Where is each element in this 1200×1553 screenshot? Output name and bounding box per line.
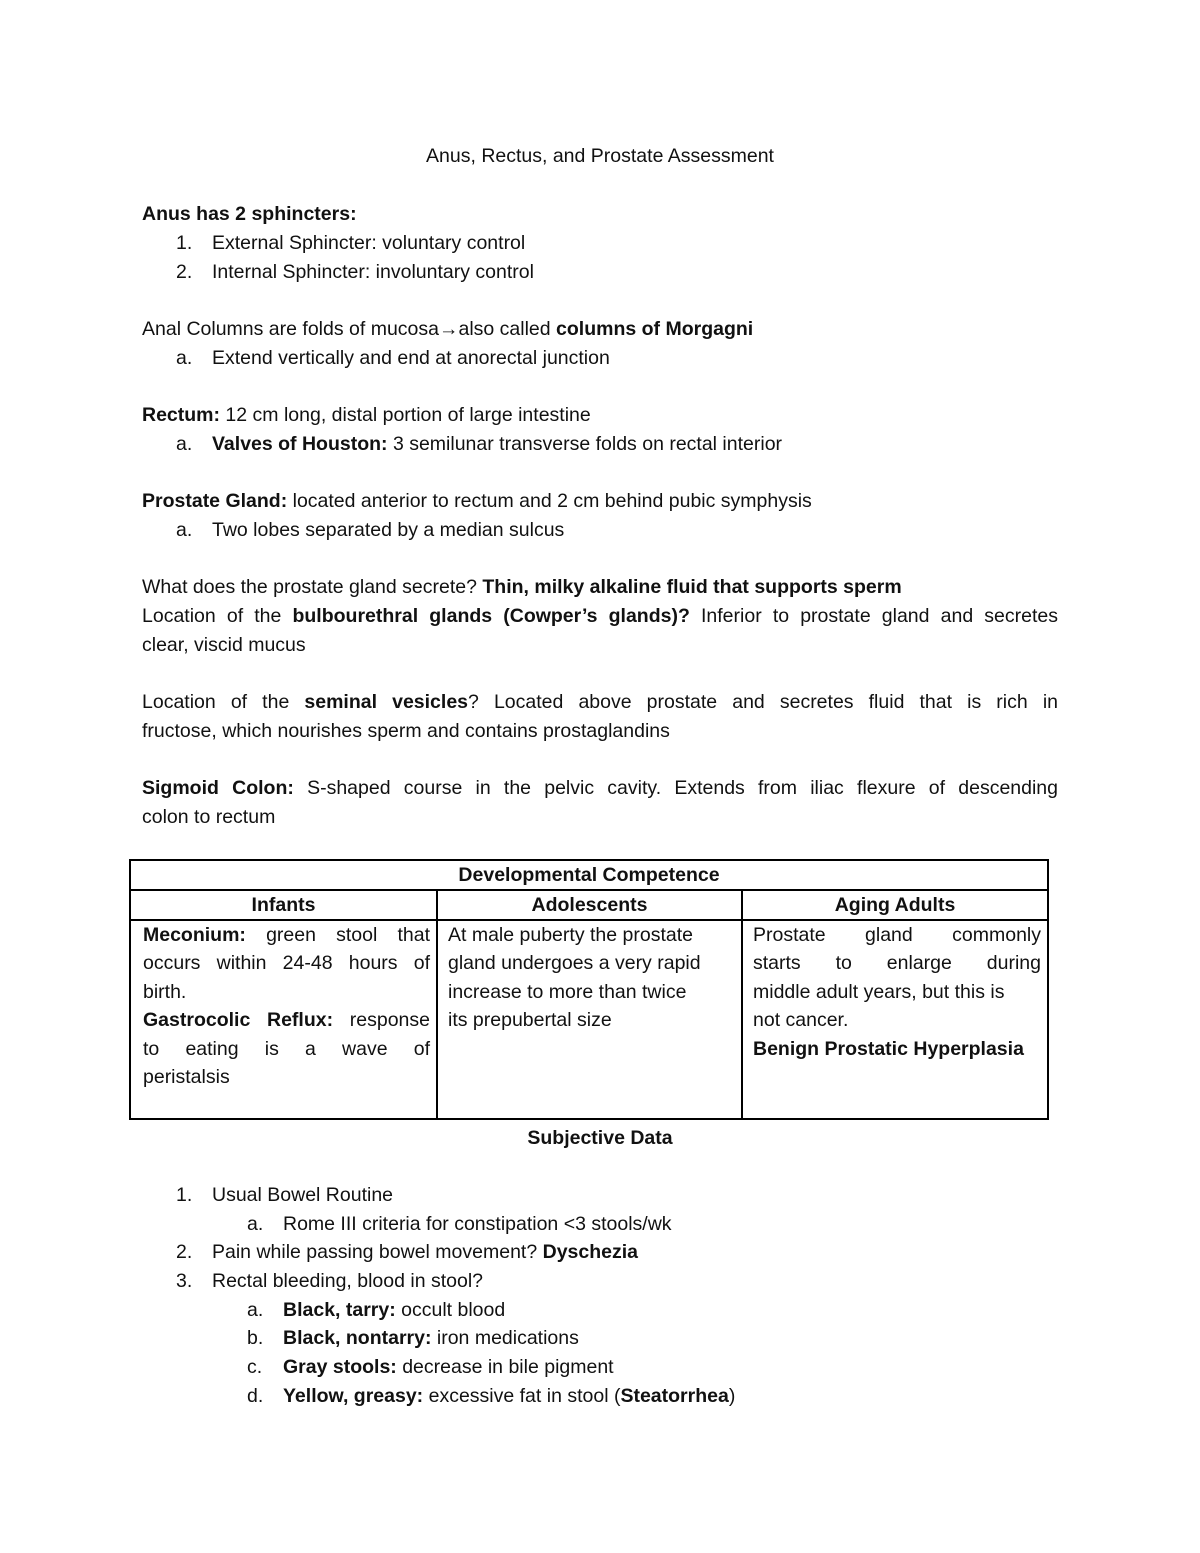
list-number: 2. [176, 261, 193, 283]
table-title: Developmental Competence [130, 860, 1048, 890]
list-letter: b. [247, 1327, 264, 1349]
list-item-text: Pain while passing bowel movement? [212, 1241, 543, 1263]
column-header-infants: Infants [130, 890, 437, 920]
list-item: Usual Bowel Routine [212, 1184, 394, 1206]
bulbo-bold: bulbourethral glands (Cowper’s glands)? [292, 605, 690, 627]
list-item: Internal Sphincter: involuntary control [212, 261, 534, 283]
secrete-answer: Thin, milky alkaline fluid that supports sperm [482, 576, 902, 598]
list-letter: a. [176, 347, 193, 369]
list-letter: a. [176, 519, 193, 541]
subjective-data-heading: Subjective Data [527, 1127, 673, 1149]
cell-text: Prostate gland commonly [753, 924, 1041, 946]
cell-text: peristalsis [143, 1066, 230, 1089]
anal-columns-text2: also called [458, 318, 557, 340]
list-letter: a. [247, 1299, 264, 1321]
bph-label: Benign Prostatic Hyperplasia [753, 1037, 1024, 1060]
list-letter: a. [176, 433, 193, 455]
secrete-question: What does the prostate gland secrete? [142, 576, 483, 598]
valves-label: Valves of Houston: [212, 433, 388, 455]
cell-text: occurs within 24-48 hours of [143, 952, 430, 975]
sphincters-heading: Anus has 2 sphincters: [142, 203, 357, 225]
seminal-bold: seminal vesicles [304, 691, 469, 713]
prostate-paragraph [142, 487, 812, 515]
anal-columns-paragraph [142, 315, 753, 343]
seminal-line2: fructose, which nourishes sperm and contains prostaglandins [142, 719, 670, 742]
dyschezia-label: Dyschezia [542, 1241, 638, 1263]
list-item [283, 1324, 579, 1352]
cell-text: At male puberty the prostate [448, 924, 693, 946]
steatorrhea-label: Steatorrhea [620, 1385, 729, 1407]
gastrocolic-label: Gastrocolic Reflux: [143, 1009, 334, 1032]
stool-type-label: Black, nontarry: [283, 1327, 432, 1349]
list-number: 3. [176, 1270, 193, 1292]
cell-text: green stool that [245, 924, 430, 946]
list-item: External Sphincter: voluntary control [212, 232, 526, 254]
list-item: Rome III criteria for constipation <3 stools/wk [283, 1213, 672, 1235]
list-item-text: occult blood [395, 1299, 506, 1321]
prostate-text: located anterior to rectum and 2 cm behind pubic symphysis [287, 490, 812, 512]
rectum-label: Rectum: [142, 404, 221, 426]
stool-type-label: Yellow, greasy: [283, 1385, 424, 1407]
column-header-aging-adults: Aging Adults [742, 890, 1048, 920]
list-item: Rectal bleeding, blood in stool? [212, 1270, 484, 1292]
list-number: 2. [176, 1241, 193, 1263]
cell-text: not cancer. [753, 1009, 849, 1032]
cell-text: response [333, 1009, 430, 1032]
aging-adults-cell [742, 920, 1048, 1119]
cell-text: birth. [143, 980, 187, 1003]
bulbourethral-paragraph [142, 602, 1058, 659]
list-item: Two lobes separated by a median sulcus [212, 519, 565, 541]
list-item-text: ) [728, 1385, 736, 1407]
sigmoid-line2: colon to rectum [142, 805, 276, 828]
list-item [212, 1238, 638, 1266]
bulbo-q: Location of the [142, 605, 293, 627]
developmental-competence-table [129, 859, 1049, 1120]
bulbo-rest: Inferior to prostate gland and secretes [689, 605, 1058, 627]
column-header-adolescents: Adolescents [437, 890, 742, 920]
cell-text: middle adult years, but this is [753, 980, 1005, 1003]
meconium-label: Meconium: [143, 924, 246, 946]
seminal-q: Location of the [142, 691, 305, 713]
bulbo-line2: clear, viscid mucus [142, 633, 306, 656]
secrete-paragraph [142, 573, 902, 601]
cell-text: to eating is a wave of [143, 1037, 430, 1060]
list-letter: d. [247, 1385, 264, 1407]
stool-type-label: Gray stools: [283, 1356, 397, 1378]
infants-cell [130, 920, 437, 1119]
page-title: Anus, Rectus, and Prostate Assessment [426, 145, 774, 167]
list-letter: c. [247, 1356, 263, 1378]
list-item-text: iron medications [431, 1327, 579, 1349]
seminal-rest: ? Located above prostate and secretes fluid that is rich in [468, 691, 1058, 713]
anal-columns-bold: columns of Morgagni [556, 318, 754, 340]
sigmoid-rest: S-shaped course in the pelvic cavity. Extends from iliac flexure of descending [293, 777, 1058, 799]
seminal-paragraph [142, 688, 1058, 745]
list-item-text: decrease in bile pigment [396, 1356, 614, 1378]
cell-text: increase to more than twice [448, 980, 687, 1003]
stool-type-label: Black, tarry: [283, 1299, 396, 1321]
valves-text: 3 semilunar transverse folds on rectal interior [387, 433, 783, 455]
arrow-icon: → [438, 318, 459, 340]
rectum-paragraph [142, 401, 591, 429]
list-item [283, 1296, 505, 1324]
cell-text: gland undergoes a very rapid [448, 952, 701, 975]
adolescents-cell [437, 920, 742, 1119]
rectum-text: 12 cm long, distal portion of large intestine [220, 404, 591, 426]
list-item [283, 1353, 614, 1381]
anal-columns-text: Anal Columns are folds of mucosa [142, 318, 439, 340]
list-item [283, 1382, 735, 1410]
cell-text: starts to enlarge during [753, 952, 1041, 975]
list-item-text: excessive fat in stool ( [423, 1385, 621, 1407]
list-number: 1. [176, 232, 193, 254]
sigmoid-paragraph [142, 774, 1058, 831]
list-letter: a. [247, 1213, 264, 1235]
list-number: 1. [176, 1184, 193, 1206]
sigmoid-label: Sigmoid Colon: [142, 777, 294, 799]
list-item: Extend vertically and end at anorectal junction [212, 347, 610, 369]
list-item [212, 430, 782, 458]
cell-text: its prepubertal size [448, 1009, 612, 1032]
prostate-label: Prostate Gland: [142, 490, 288, 512]
